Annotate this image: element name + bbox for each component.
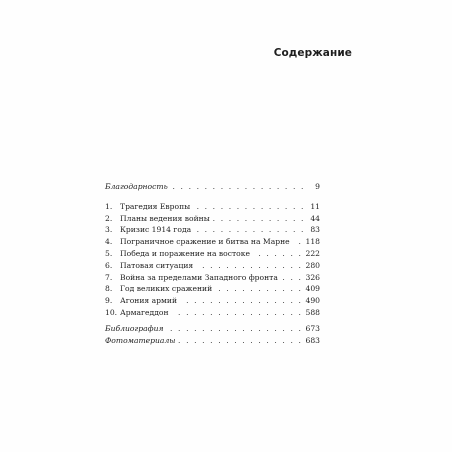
toc-entry-label: Агония армий [120, 296, 178, 306]
table-of-contents [105, 181, 320, 346]
toc-entry-page: 588 [305, 307, 320, 317]
toc-entry-label: Благодарность [105, 182, 168, 191]
toc-entry-photos [105, 335, 320, 347]
page-title: Содержание [273, 47, 352, 59]
dot-leader [180, 295, 302, 307]
toc-entry-label: Патовая ситуация [120, 260, 194, 270]
dot-leader [213, 213, 305, 225]
toc-entry-page: 326 [305, 272, 320, 282]
toc-entry-label: Война за пределами Западного фронта [120, 272, 278, 282]
toc-entry-label: Год великих сражений [120, 284, 213, 294]
toc-entry-page: 118 [305, 237, 320, 247]
dot-leader [281, 272, 303, 284]
toc-entry-chapter-4 [105, 236, 320, 248]
toc-entry-page: 683 [305, 335, 320, 345]
toc-entry-label: Планы ведения войны [120, 213, 210, 223]
dot-leader [293, 236, 303, 248]
toc-chapter-number: 8. [105, 284, 113, 294]
toc-entry-page: 673 [305, 323, 320, 333]
toc-entry-acknowledgements [105, 181, 320, 193]
toc-entry-label: Победа и поражение на востоке [120, 248, 250, 258]
toc-entry-page: 490 [305, 296, 320, 306]
toc-entry-chapter-3 [105, 224, 320, 236]
toc-entry-chapter-7 [105, 272, 320, 284]
toc-entry-chapter-1 [105, 201, 320, 213]
toc-entry-chapter-2 [105, 213, 320, 225]
toc-entry-chapter-8 [105, 283, 320, 295]
toc-chapter-number: 1. [105, 201, 113, 211]
dot-leader [178, 335, 302, 347]
toc-entry-label: Трагедия Европы [120, 201, 191, 211]
dot-leader [171, 181, 305, 193]
dot-leader [215, 283, 302, 295]
dot-leader [167, 323, 303, 335]
toc-entry-page: 83 [310, 225, 320, 235]
toc-chapter-number: 5. [105, 248, 113, 258]
toc-entry-bibliography [105, 323, 320, 335]
dot-leader [196, 260, 302, 272]
toc-entry-page: 44 [310, 213, 320, 223]
toc-chapter-number: 9. [105, 296, 113, 306]
dot-leader [172, 307, 303, 319]
dot-leader [253, 248, 303, 260]
toc-entry-label: Армагеддон [120, 307, 169, 317]
toc-entry-page: 409 [305, 284, 320, 294]
toc-entry-chapter-6 [105, 260, 320, 272]
toc-chapter-number: 2. [105, 213, 113, 223]
toc-entry-page: 222 [305, 248, 320, 258]
toc-entry-page: 280 [305, 260, 320, 270]
toc-entry-chapter-9 [105, 295, 320, 307]
toc-entry-chapter-10 [105, 307, 320, 319]
dot-leader [193, 201, 305, 213]
dot-leader [194, 224, 305, 236]
toc-entry-label: Библиография [105, 323, 164, 333]
toc-chapter-number: 7. [105, 272, 113, 282]
toc-chapter-number: 10. [105, 307, 118, 317]
toc-entry-label: Пограничное сражение и битва на Марне [120, 237, 290, 247]
toc-entry-label: Кризис 1914 года [120, 225, 192, 235]
toc-chapter-number: 3. [105, 225, 113, 235]
toc-entry-page: 11 [310, 201, 320, 211]
toc-chapter-number: 4. [105, 237, 113, 247]
toc-entry-label: Фотоматериалы [105, 335, 176, 345]
toc-entry-page: 9 [315, 182, 320, 191]
toc-chapter-number: 6. [105, 260, 113, 270]
toc-entry-chapter-5 [105, 248, 320, 260]
